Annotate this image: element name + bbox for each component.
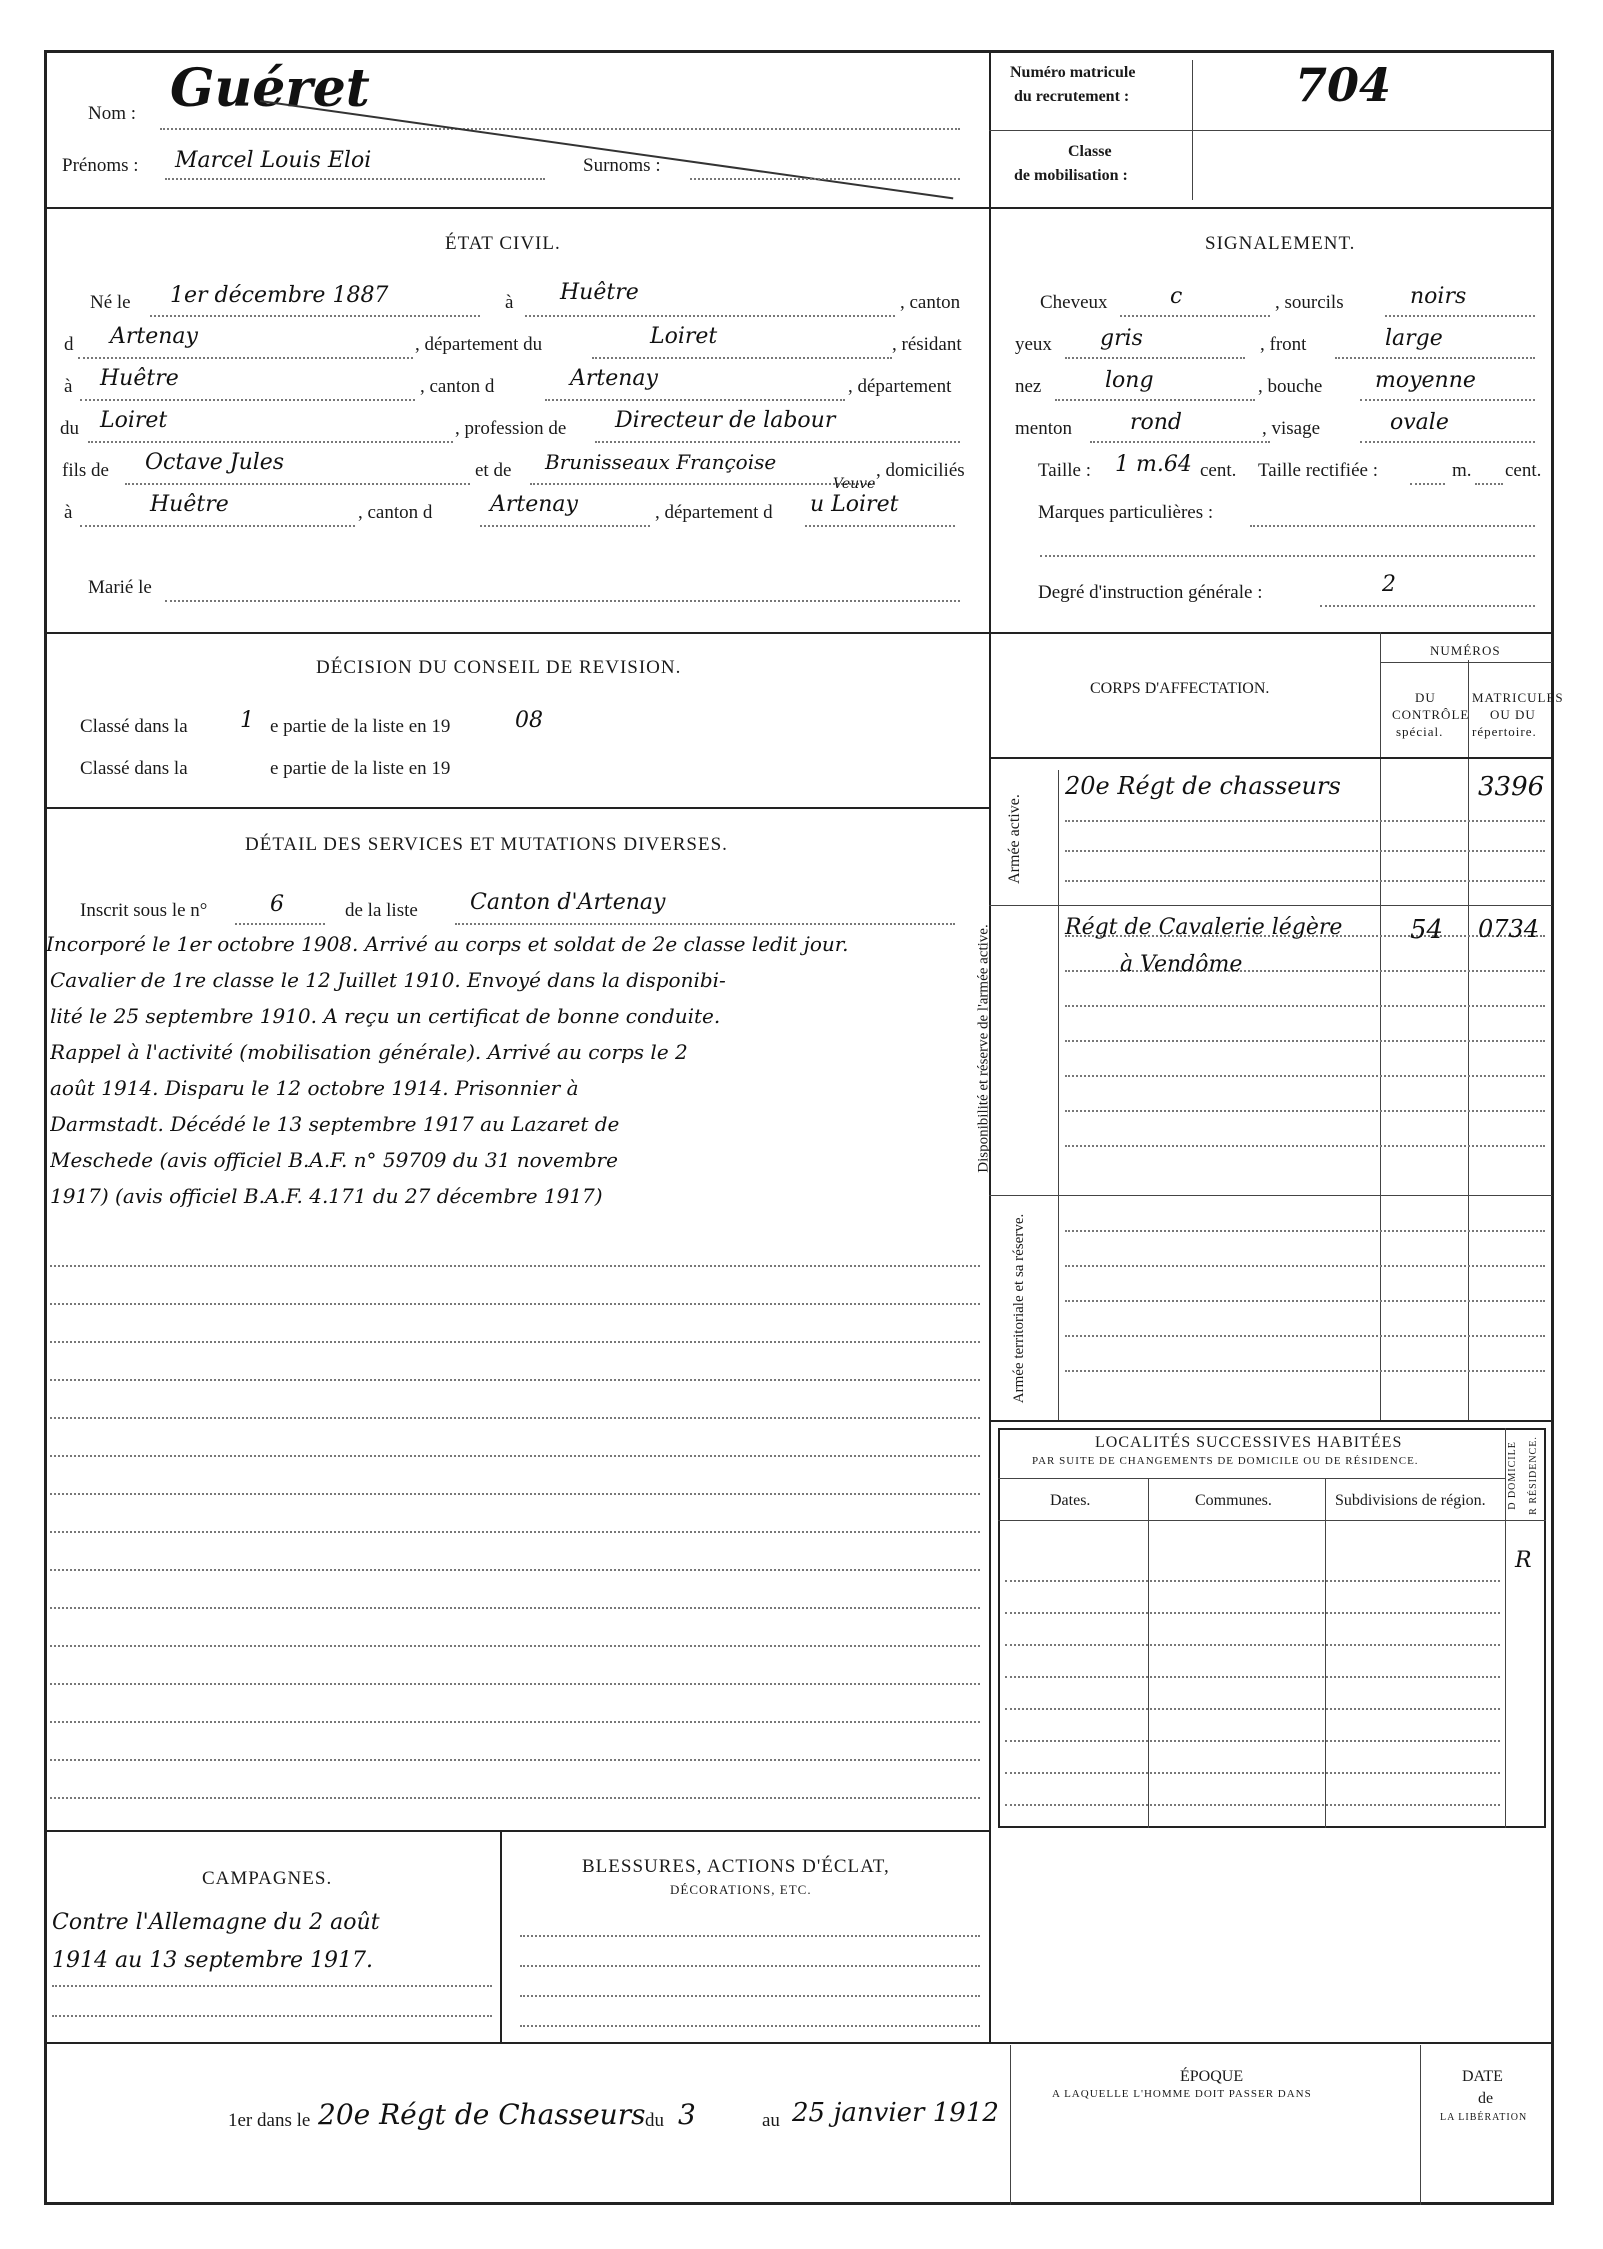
classe1-label: Classé dans la xyxy=(80,716,188,737)
corps-row-line xyxy=(1065,1300,1545,1302)
departement-label: , département xyxy=(848,376,952,397)
col-communes: Communes. xyxy=(1195,1492,1272,1509)
footer-dans-label: 1er dans le xyxy=(228,2110,311,2131)
residence-dots xyxy=(80,399,415,401)
surnoms-label: Surnoms : xyxy=(583,155,661,176)
corps-row-line xyxy=(1065,1075,1545,1077)
services-row-line xyxy=(50,1303,980,1305)
service-line: lité le 25 septembre 1910. A reçu un certificat de bonne conduite. xyxy=(50,1004,721,1028)
canton-d-label: , canton d xyxy=(420,376,495,397)
controle-label-2: CONTRÔLE xyxy=(1392,707,1470,722)
footer-au-value: 25 janvier 1912 xyxy=(792,2098,999,2128)
degre-label: Degré d'instruction générale : xyxy=(1038,582,1263,603)
canton-dots xyxy=(78,357,413,359)
matricule-value: 704 xyxy=(1295,58,1392,112)
nom-dots xyxy=(160,128,960,130)
corps-row2-value-2: à Vendôme xyxy=(1120,952,1243,977)
marie-le-label: Marié le xyxy=(88,577,152,598)
cheveux-value: c xyxy=(1170,284,1183,309)
localites-row-line xyxy=(1005,1772,1500,1774)
header-divider-left xyxy=(46,207,989,209)
localites-row-marker: R xyxy=(1515,1548,1532,1573)
campagnes-title: CAMPAGNES. xyxy=(202,1868,333,1889)
inscrit-label: Inscrit sous le n° xyxy=(80,900,208,921)
yeux-value: gris xyxy=(1100,326,1143,351)
ne-a-value: Huêtre xyxy=(560,280,639,305)
service-line: Rappel à l'activité (mobilisation générale). Arrivé au corps le 2 xyxy=(50,1040,688,1064)
yeux-dots xyxy=(1065,357,1245,359)
canton2-value: Artenay xyxy=(570,366,658,391)
footer-au-label: au xyxy=(762,2110,780,2131)
controle-label-3: spécial. xyxy=(1396,724,1444,739)
corps-row-line xyxy=(1065,1335,1545,1337)
localites-row-line xyxy=(1005,1708,1500,1710)
nom-label: Nom : xyxy=(88,103,137,124)
matricule-col-label-1: MATRICULES xyxy=(1472,690,1564,705)
localites-row-line xyxy=(1005,1740,1500,1742)
col-residence: R RÉSIDENCE. xyxy=(1527,1436,1539,1515)
marques-dots-2 xyxy=(1040,555,1535,557)
du-label: du xyxy=(60,418,79,439)
decision-bottom xyxy=(46,807,989,809)
corps-row2-value-1: Régt de Cavalerie légère xyxy=(1065,915,1343,940)
sourcils-label: , sourcils xyxy=(1275,292,1344,313)
taille-rectifiee-label: Taille rectifiée : xyxy=(1258,460,1378,481)
blessures-title: BLESSURES, ACTIONS D'ÉCLAT, xyxy=(582,1856,890,1877)
localites-title: LOCALITÉS SUCCESSIVES HABITÉES xyxy=(1095,1434,1403,1451)
services-row-line xyxy=(50,1607,980,1609)
prenoms-label: Prénoms : xyxy=(62,155,139,176)
col-domicile: D DOMICILE xyxy=(1506,1441,1518,1510)
date-2: de xyxy=(1478,2090,1494,2107)
campagnes-line-1: Contre l'Allemagne du 2 août xyxy=(52,1910,380,1935)
prenoms-value: Marcel Louis Eloi xyxy=(175,148,372,173)
cheveux-dots xyxy=(1120,315,1270,317)
services-row-line xyxy=(50,1455,980,1457)
services-bottom xyxy=(46,1830,989,1832)
canton2-dots xyxy=(545,399,845,401)
corps-row-line xyxy=(1065,1265,1545,1267)
footer-du-value: 3 xyxy=(678,2098,696,2131)
ne-a-dots xyxy=(525,315,895,317)
blessures-row-line xyxy=(520,1995,980,1997)
armee-active-label: Armée active. xyxy=(1005,794,1023,884)
profession-dots xyxy=(595,441,960,443)
degre-value: 2 xyxy=(1382,572,1396,597)
mere-dots xyxy=(530,483,875,485)
profession-value: Directeur de labour xyxy=(615,408,836,433)
campagnes-line-2: 1914 au 13 septembre 1917. xyxy=(52,1948,373,1973)
visage-dots xyxy=(1360,441,1535,443)
a3-label: à xyxy=(64,502,73,523)
decision-title: DÉCISION DU CONSEIL DE REVISION. xyxy=(316,657,682,678)
blessures-row-line xyxy=(520,1935,980,1937)
classe1-year: 08 xyxy=(515,708,543,733)
d-label: d xyxy=(64,334,74,355)
matricule-label-2: du recrutement : xyxy=(1014,88,1130,105)
service-line: 1917) (avis officiel B.A.F. 4.171 du 27 décembre 1917) xyxy=(50,1184,603,1208)
cent2-label: cent. xyxy=(1505,460,1542,481)
numeros-divider xyxy=(1380,662,1552,663)
blessures-row-line xyxy=(520,2025,980,2027)
canton3-dots xyxy=(480,525,650,527)
degre-dots xyxy=(1320,605,1535,607)
front-label: , front xyxy=(1260,334,1307,355)
localites-header-bottom xyxy=(998,1520,1546,1521)
ne-le-dots xyxy=(150,315,480,317)
departement-value: Loiret xyxy=(650,324,718,349)
localites-subtitle: PAR SUITE DE CHANGEMENTS DE DOMICILE OU DE RÉSIDENCE. xyxy=(1032,1455,1419,1467)
mere-value: Brunisseaux Françoise xyxy=(545,450,777,474)
signalement-bottom xyxy=(989,632,1552,634)
classe-label-2: de mobilisation : xyxy=(1014,167,1128,184)
corps-col-labels xyxy=(1058,770,1059,1420)
etat-civil-title: ÉTAT CIVIL. xyxy=(445,233,561,254)
epoque-1: ÉPOQUE xyxy=(1180,2068,1244,2085)
classe1-suffix: e partie de la liste en 19 xyxy=(270,716,451,737)
services-row-line xyxy=(50,1759,980,1761)
residant-label: , résidant xyxy=(892,334,962,355)
territoriale-label: Armée territoriale et sa réserve. xyxy=(1011,1213,1028,1404)
footer-dans-value: 20e Régt de Chasseurs xyxy=(318,2098,646,2131)
corps-row-line xyxy=(1065,820,1545,822)
footer-top xyxy=(46,2042,1552,2044)
departement-du-label: , département du xyxy=(415,334,543,355)
corps-row-line xyxy=(1065,1370,1545,1372)
localites-row-line xyxy=(1005,1580,1500,1582)
domicile-dots xyxy=(80,525,355,527)
services-row-line xyxy=(50,1683,980,1685)
localites-col-divider xyxy=(1325,1478,1326,1828)
inscrit-dots xyxy=(235,923,325,925)
taille-rectifiee-dots xyxy=(1410,483,1445,485)
nez-dots xyxy=(1055,399,1255,401)
residence-value: Huêtre xyxy=(100,366,179,391)
corps-row1-value: 20e Régt de chasseurs xyxy=(1065,772,1341,800)
matricule-divider xyxy=(989,130,1552,131)
prenoms-dots xyxy=(165,178,545,180)
ne-a-label: à xyxy=(505,292,514,313)
bouche-dots xyxy=(1360,399,1535,401)
services-row-line xyxy=(50,1797,980,1799)
sourcils-dots xyxy=(1385,315,1535,317)
services-row-line xyxy=(50,1569,980,1571)
header-divider-right xyxy=(989,207,1552,209)
corps-row-line xyxy=(1065,1005,1545,1007)
numeros-label: NUMÉROS xyxy=(1430,643,1501,658)
departement3-value: u Loiret xyxy=(810,492,899,517)
classe-label-1: Classe xyxy=(1068,143,1112,160)
corps-header-bottom xyxy=(989,757,1552,759)
yeux-label: yeux xyxy=(1015,334,1052,355)
services-row-line xyxy=(50,1645,980,1647)
corps-row-line xyxy=(1065,1040,1545,1042)
m-label: m. xyxy=(1452,460,1472,481)
menton-value: rond xyxy=(1130,410,1183,435)
signalement-title: SIGNALEMENT. xyxy=(1205,233,1356,254)
corps-title: CORPS D'AFFECTATION. xyxy=(1090,680,1270,697)
ne-le-value: 1er décembre 1887 xyxy=(170,283,389,308)
campagnes-row-line xyxy=(52,1985,492,1987)
corps-row-line xyxy=(1065,1110,1545,1112)
service-line: Darmstadt. Décédé le 13 septembre 1917 au Lazaret de xyxy=(50,1112,620,1136)
corps-row2-matricule: 0734 xyxy=(1478,915,1540,943)
liste-value: Canton d'Artenay xyxy=(470,890,666,915)
matricule-col-label-2: OU DU xyxy=(1490,707,1536,722)
taille-label: Taille : xyxy=(1038,460,1092,481)
localites-box xyxy=(998,1428,1546,1828)
pere-value: Octave Jules xyxy=(145,450,285,475)
liste-dots xyxy=(455,923,955,925)
fils-de-label: fils de xyxy=(62,460,109,481)
bouche-label: , bouche xyxy=(1258,376,1323,397)
dispo-bottom xyxy=(989,1195,1552,1196)
epoque-2: A LAQUELLE L'HOMME DOIT PASSER DANS xyxy=(1052,2088,1312,2100)
matricule-label-1: Numéro matricule xyxy=(1010,64,1136,81)
localites-row-line xyxy=(1005,1676,1500,1678)
departement-d-label: , département d xyxy=(655,502,773,523)
classe1-value: 1 xyxy=(240,708,254,733)
surnoms-dots xyxy=(690,178,960,180)
canton-d3-label: , canton d xyxy=(358,502,433,523)
veuve-note: Veuve xyxy=(833,476,876,492)
menton-dots xyxy=(1090,441,1270,443)
corps-bottom xyxy=(989,1420,1552,1422)
corps-row-line xyxy=(1065,1145,1545,1147)
domicile-value: Huêtre xyxy=(150,492,229,517)
corps-row-line xyxy=(1065,1230,1545,1232)
corps-row1-matricule: 3396 xyxy=(1478,772,1545,802)
a2-label: à xyxy=(64,376,73,397)
blessures-row-line xyxy=(520,1965,980,1967)
services-row-line xyxy=(50,1531,980,1533)
visage-label: , visage xyxy=(1262,418,1321,439)
service-line: Cavalier de 1re classe le 12 Juillet 1910. Envoyé dans la disponibi- xyxy=(50,968,726,992)
marques-label: Marques particulières : xyxy=(1038,502,1214,523)
canton3-value: Artenay xyxy=(490,492,578,517)
campagnes-divider xyxy=(500,1830,502,2042)
departement2-dots xyxy=(88,441,453,443)
nom-value: Guéret xyxy=(170,58,370,119)
matricule-value-divider xyxy=(1192,60,1193,200)
domicilies-label: , domiciliés xyxy=(876,460,965,481)
cheveux-label: Cheveux xyxy=(1040,292,1108,313)
services-row-line xyxy=(50,1417,980,1419)
services-row-line xyxy=(50,1721,980,1723)
services-row-line xyxy=(50,1493,980,1495)
de-la-liste-label: de la liste xyxy=(345,900,418,921)
footer-du-label: du xyxy=(645,2110,664,2131)
etat-civil-bottom xyxy=(46,632,989,634)
active-bottom xyxy=(989,905,1552,906)
classe2-label: Classé dans la xyxy=(80,758,188,779)
date-1: DATE xyxy=(1462,2068,1503,2085)
front-value: large xyxy=(1385,326,1443,351)
canton-value: Artenay xyxy=(110,324,198,349)
cent2-dots xyxy=(1475,483,1503,485)
footer-divider xyxy=(1010,2045,1011,2205)
services-row-line xyxy=(50,1341,980,1343)
canton-label: , canton xyxy=(900,292,961,313)
sourcils-value: noirs xyxy=(1410,284,1467,309)
classe2-suffix: e partie de la liste en 19 xyxy=(270,758,451,779)
campagnes-row-line xyxy=(52,2015,492,2017)
blessures-subtitle: DÉCORATIONS, ETC. xyxy=(670,1882,812,1897)
corps-row2-controle: 54 xyxy=(1410,915,1444,945)
localites-row-line xyxy=(1005,1644,1500,1646)
bouche-value: moyenne xyxy=(1375,368,1476,393)
departement2-value: Loiret xyxy=(100,408,168,433)
et-de-label: et de xyxy=(475,460,512,481)
ne-le-label: Né le xyxy=(90,292,131,313)
services-title: DÉTAIL DES SERVICES ET MUTATIONS DIVERSES. xyxy=(245,834,728,855)
cent-label: cent. xyxy=(1200,460,1237,481)
visage-value: ovale xyxy=(1390,410,1449,435)
service-line: août 1914. Disparu le 12 octobre 1914. Prisonnier à xyxy=(50,1076,579,1100)
localites-row-line xyxy=(1005,1612,1500,1614)
disponibilite-label: Disponibilité et réserve de l'armée active. xyxy=(975,924,992,1173)
matricule-col-label-3: répertoire. xyxy=(1472,724,1537,739)
localites-row-line xyxy=(1005,1804,1500,1806)
corps-row-line xyxy=(1065,880,1545,882)
departement3-dots xyxy=(805,525,955,527)
col-subdivisions: Subdivisions de région. xyxy=(1335,1492,1486,1509)
localites-header-top xyxy=(998,1478,1505,1479)
col-dates: Dates. xyxy=(1050,1492,1091,1509)
marques-dots xyxy=(1250,525,1535,527)
controle-label-1: DU xyxy=(1415,690,1436,705)
date-3: LA LIBÉRATION xyxy=(1440,2112,1528,2123)
menton-label: menton xyxy=(1015,418,1072,439)
service-line: Meschede (avis officiel B.A.F. n° 59709 du 31 novembre xyxy=(50,1148,618,1172)
services-row-line xyxy=(50,1379,980,1381)
localites-col-divider xyxy=(1148,1478,1149,1828)
marie-le-dots xyxy=(165,600,960,602)
taille-value: 1 m.64 xyxy=(1115,452,1192,477)
departement-dots xyxy=(592,357,892,359)
front-dots xyxy=(1335,357,1535,359)
profession-label: , profession de xyxy=(455,418,567,439)
inscrit-value: 6 xyxy=(270,892,284,917)
pere-dots xyxy=(125,483,470,485)
footer-divider xyxy=(1420,2045,1421,2205)
nez-label: nez xyxy=(1015,376,1042,397)
nez-value: long xyxy=(1105,368,1154,393)
services-row-line xyxy=(50,1265,980,1267)
service-line: Incorporé le 1er octobre 1908. Arrivé au corps et soldat de 2e classe ledit jour. xyxy=(46,932,849,956)
corps-row-line xyxy=(1065,850,1545,852)
